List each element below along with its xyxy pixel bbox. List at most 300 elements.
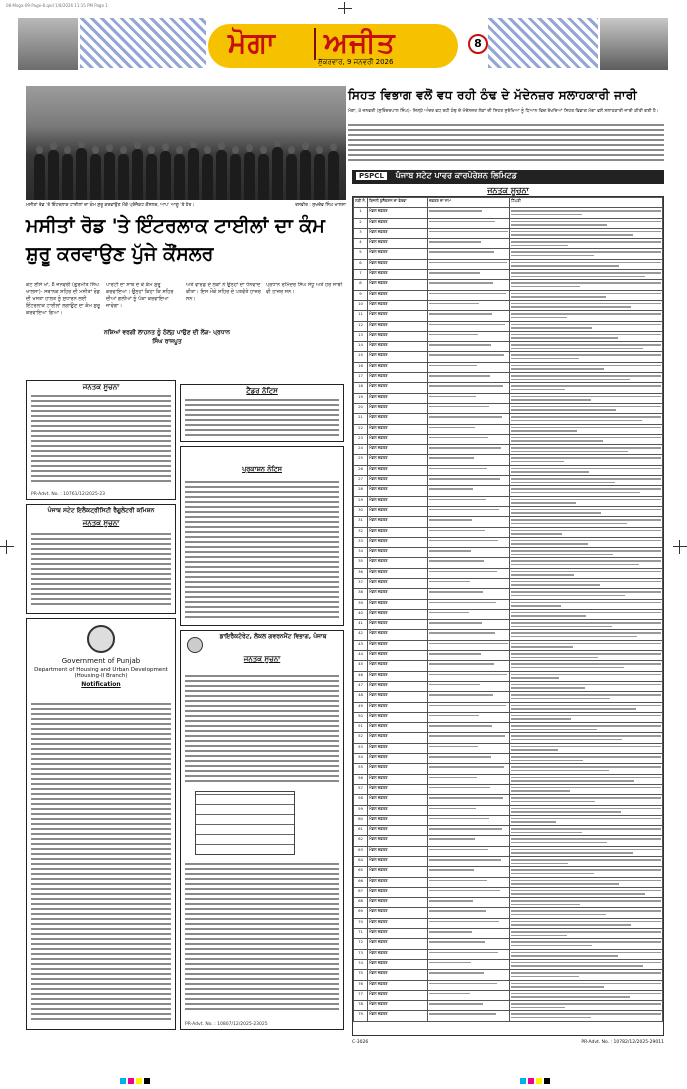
pspcl-row-office: ਮੰਡਲ ਦਫ਼ਤਰ <box>368 723 428 733</box>
pspcl-row-number: 66 <box>354 877 368 887</box>
pspcl-row-office: ਮੰਡਲ ਦਫ਼ਤਰ <box>368 702 428 712</box>
pspcl-table-row <box>354 455 663 465</box>
pspcl-row-office: ਮੰਡਲ ਦਫ਼ਤਰ <box>368 630 428 640</box>
pspcl-table-row <box>354 280 663 290</box>
masthead-divider <box>314 28 316 60</box>
government-title: Government of Punjab <box>61 657 141 665</box>
pspcl-row-remark <box>510 362 663 372</box>
pspcl-row-office: ਮੰਡਲ ਦਫ਼ਤਰ <box>368 445 428 455</box>
pspcl-row-office: ਮੰਡਲ ਦਫ਼ਤਰ <box>368 651 428 661</box>
pspcl-row-number: 27 <box>354 476 368 486</box>
pspcl-table-row <box>354 218 663 228</box>
pspcl-table-row <box>354 980 663 990</box>
pspcl-row-detail <box>428 599 510 609</box>
pspcl-row-remark <box>510 589 663 599</box>
pspcl-row-number: 1 <box>354 208 368 218</box>
pspcl-row-remark <box>510 1001 663 1011</box>
color-swatch <box>136 1078 142 1084</box>
pspcl-row-remark <box>510 290 663 300</box>
pspcl-row-office: ਮੰਡਲ ਦਫ਼ਤਰ <box>368 754 428 764</box>
pspcl-row-number: 51 <box>354 723 368 733</box>
pspcl-table-row <box>354 908 663 918</box>
pspcl-row-number: 62 <box>354 836 368 846</box>
pspcl-row-office: ਮੰਡਲ ਦਫ਼ਤਰ <box>368 980 428 990</box>
pspcl-row-remark <box>510 846 663 856</box>
pspcl-row-number: 19 <box>354 393 368 403</box>
pspcl-row-office: ਮੰਡਲ ਦਫ਼ਤਰ <box>368 620 428 630</box>
pspcl-table-row <box>354 1011 663 1021</box>
pspcl-row-remark <box>510 517 663 527</box>
pspcl-row-detail <box>428 887 510 897</box>
pspcl-row-office: ਮੰਡਲ ਦਫ਼ਤਰ <box>368 239 428 249</box>
pspcl-row-number: 33 <box>354 537 368 547</box>
pspcl-row-number: 35 <box>354 558 368 568</box>
pspcl-row-detail <box>428 733 510 743</box>
pspcl-row-number: 76 <box>354 980 368 990</box>
pspcl-row-remark <box>510 980 663 990</box>
pspcl-row-detail <box>428 455 510 465</box>
pspcl-row-office: ਮੰਡਲ ਦਫ਼ਤਰ <box>368 589 428 599</box>
pspcl-row-detail <box>428 373 510 383</box>
pspcl-row-remark <box>510 568 663 578</box>
pspcl-row-number: 57 <box>354 784 368 794</box>
pspcl-row-detail <box>428 1011 510 1021</box>
pspcl-row-detail <box>428 434 510 444</box>
pspcl-row-detail <box>428 980 510 990</box>
pspcl-table <box>352 196 664 1036</box>
pspcl-row-remark <box>510 434 663 444</box>
pspcl-table-row <box>354 403 663 413</box>
pspcl-row-office: ਮੰਡਲ ਦਫ਼ਤਰ <box>368 661 428 671</box>
pspcl-logo: PSPCL <box>356 172 387 180</box>
pspcl-row-remark <box>510 898 663 908</box>
pspcl-row-detail <box>428 826 510 836</box>
pspcl-row-remark <box>510 239 663 249</box>
pspcl-row-remark <box>510 774 663 784</box>
pspcl-row-remark <box>510 918 663 928</box>
government-notification-box <box>26 618 176 1030</box>
masthead-title <box>228 26 276 60</box>
pspcl-table-row <box>354 249 663 259</box>
electricity-notice-title: ਜਨਤਕ ਸੂਚਨਾ <box>82 519 120 527</box>
pspcl-row-office: ਮੰਡਲ ਦਫ਼ਤਰ <box>368 857 428 867</box>
pspcl-row-remark <box>510 651 663 661</box>
pspcl-row-remark <box>510 424 663 434</box>
pspcl-table-row <box>354 784 663 794</box>
directorate-notice-text-top <box>185 675 339 785</box>
pspcl-header-cell: ਬਿਜਲੀ ਕੁਨੈਕਸ਼ਨ ਦਾ ਵੇਰਵਾ <box>368 198 428 208</box>
pspcl-row-detail <box>428 918 510 928</box>
pspcl-row-remark <box>510 764 663 774</box>
pspcl-table-body <box>354 208 663 1021</box>
pspcl-row-detail <box>428 589 510 599</box>
public-notice-title: ਜਨਤਕ ਸੂਚਨਾ <box>82 383 120 391</box>
pspcl-row-remark <box>510 754 663 764</box>
pspcl-row-detail <box>428 424 510 434</box>
pspcl-row-detail <box>428 249 510 259</box>
pspcl-header-cell: ਲੜੀ ਨੰ. <box>354 198 368 208</box>
pspcl-row-office: ਮੰਡਲ ਦਫ਼ਤਰ <box>368 362 428 372</box>
pspcl-table-row <box>354 599 663 609</box>
pspcl-row-detail <box>428 836 510 846</box>
pspcl-row-number: 31 <box>354 517 368 527</box>
pspcl-table-row <box>354 774 663 784</box>
pspcl-table-row <box>354 898 663 908</box>
pspcl-row-remark <box>510 867 663 877</box>
pspcl-row-detail <box>428 702 510 712</box>
pspcl-row-number: 47 <box>354 681 368 691</box>
pspcl-row-remark <box>510 414 663 424</box>
pspcl-row-detail <box>428 218 510 228</box>
pspcl-row-detail <box>428 445 510 455</box>
pspcl-row-office: ਮੰਡਲ ਦਫ਼ਤਰ <box>368 352 428 362</box>
pspcl-row-detail <box>428 774 510 784</box>
pspcl-row-detail <box>428 527 510 537</box>
pspcl-row-remark <box>510 609 663 619</box>
pspcl-row-detail <box>428 496 510 506</box>
pspcl-row-number: 48 <box>354 692 368 702</box>
pspcl-row-number: 3 <box>354 228 368 238</box>
directorate-emblem <box>187 637 203 653</box>
pspcl-row-remark <box>510 208 663 218</box>
pspcl-table-row <box>354 949 663 959</box>
pspcl-row-number: 79 <box>354 1011 368 1021</box>
pspcl-table-row <box>354 671 663 681</box>
pspcl-row-remark <box>510 300 663 310</box>
pspcl-row-remark <box>510 1011 663 1021</box>
pspcl-row-remark <box>510 640 663 650</box>
pspcl-row-number: 64 <box>354 857 368 867</box>
pspcl-row-office: ਮੰਡਲ ਦਫ਼ਤਰ <box>368 877 428 887</box>
pspcl-row-remark <box>510 908 663 918</box>
pspcl-row-remark <box>510 887 663 897</box>
pspcl-table-row <box>354 434 663 444</box>
pspcl-row-remark <box>510 496 663 506</box>
pspcl-table-row <box>354 506 663 516</box>
pspcl-row-number: 6 <box>354 259 368 269</box>
pspcl-row-office: ਮੰਡਲ ਦਫ਼ਤਰ <box>368 259 428 269</box>
pspcl-row-office: ਮੰਡਲ ਦਫ਼ਤਰ <box>368 373 428 383</box>
publication-notice-box <box>180 446 344 626</box>
masthead-date: ਸ਼ੁੱਕਰਵਾਰ, 9 ਜਨਵਰੀ 2026 <box>318 58 394 66</box>
pspcl-row-office: ਮੰਡਲ ਦਫ਼ਤਰ <box>368 290 428 300</box>
tender-notice-box <box>180 384 344 442</box>
photo-caption-text: ਮਸੀਤਾਂ ਰੋਡ 'ਤੇ ਇੰਟਰਲਾਕ ਟਾਈਲਾਂ ਦਾ ਕੰਮ ਸ਼ੁਰੂ ਕਰਵਾਉਣ ਮੌਕੇ ਪ੍ਰੋਜੈਕਟ ਕੌਂਸਲਰ, ਆਪ' ਆਗੂ 'ਤੇ ਹੋਰ। <box>26 203 195 208</box>
pspcl-table-row <box>354 877 663 887</box>
pspcl-row-number: 39 <box>354 599 368 609</box>
pspcl-row-office: ਮੰਡਲ ਦਫ਼ਤਰ <box>368 403 428 413</box>
lead-headline: ਮਸੀਤਾਂ ਰੋਡ 'ਤੇ ਇੰਟਰਲਾਕ ਟਾਈਲਾਂ ਦਾ ਕੰਮ ਸ਼ੁਰੂ ਕਰਵਾਉਣ ਪੁੱਜੇ ਕੌਂਸਲਰ <box>26 215 325 265</box>
pspcl-row-remark <box>510 620 663 630</box>
pspcl-row-remark <box>510 723 663 733</box>
pspcl-row-detail <box>428 815 510 825</box>
photo-caption <box>26 202 346 208</box>
pspcl-row-remark <box>510 393 663 403</box>
pspcl-row-number: 34 <box>354 548 368 558</box>
government-notification-text <box>31 703 171 1023</box>
pspcl-row-office: ਮੰਡਲ ਦਫ਼ਤਰ <box>368 681 428 691</box>
pspcl-row-number: 9 <box>354 290 368 300</box>
pspcl-row-remark <box>510 826 663 836</box>
pspcl-row-office: ਮੰਡਲ ਦਫ਼ਤਰ <box>368 455 428 465</box>
pspcl-row-office: ਮੰਡਲ ਦਫ਼ਤਰ <box>368 383 428 393</box>
pspcl-row-detail <box>428 352 510 362</box>
pspcl-row-detail <box>428 939 510 949</box>
pspcl-table-row <box>354 517 663 527</box>
pspcl-row-office: ਮੰਡਲ ਦਫ਼ਤਰ <box>368 506 428 516</box>
pspcl-row-detail <box>428 743 510 753</box>
pspcl-row-detail <box>428 681 510 691</box>
pspcl-footer <box>352 1040 664 1045</box>
pspcl-row-remark <box>510 877 663 887</box>
pspcl-row-office: ਮੰਡਲ ਦਫ਼ਤਰ <box>368 887 428 897</box>
pspcl-table-row <box>354 228 663 238</box>
pspcl-row-number: 56 <box>354 774 368 784</box>
masthead-title-ajit-wrap <box>324 26 396 60</box>
pspcl-table-row <box>354 723 663 733</box>
pspcl-row-number: 67 <box>354 887 368 897</box>
pspcl-row-detail <box>428 290 510 300</box>
pspcl-row-office: ਮੰਡਲ ਦਫ਼ਤਰ <box>368 537 428 547</box>
pspcl-table-row <box>354 465 663 475</box>
pspcl-row-number: 63 <box>354 846 368 856</box>
pspcl-row-detail <box>428 476 510 486</box>
pspcl-row-number: 75 <box>354 970 368 980</box>
pspcl-row-detail <box>428 342 510 352</box>
pspcl-row-detail <box>428 517 510 527</box>
pspcl-row-office: ਮੰਡਲ ਦਫ਼ਤਰ <box>368 908 428 918</box>
pspcl-row-remark <box>510 929 663 939</box>
lead-body-col-4: ਪ੍ਰਧਾਨ ਰਮਿੰਦਰ ਸਿੰਘ ਸੰਧੂ ਅਤੇ ਹੋਰ ਸਾਥੀ ਵੀ ਹਾਜ਼ਰ ਸਨ। <box>266 282 343 295</box>
color-swatch <box>520 1078 526 1084</box>
pspcl-row-remark <box>510 578 663 588</box>
pspcl-row-office: ਮੰਡਲ ਦਫ਼ਤਰ <box>368 568 428 578</box>
pspcl-row-number: 52 <box>354 733 368 743</box>
pspcl-row-number: 18 <box>354 383 368 393</box>
pspcl-row-office: ਮੰਡਲ ਦਫ਼ਤਰ <box>368 795 428 805</box>
pspcl-row-number: 50 <box>354 712 368 722</box>
pspcl-row-detail <box>428 723 510 733</box>
public-notice-text <box>31 395 171 487</box>
pspcl-row-office: ਮੰਡਲ ਦਫ਼ਤਰ <box>368 898 428 908</box>
pspcl-table-row <box>354 445 663 455</box>
pspcl-row-office: ਮੰਡਲ ਦਫ਼ਤਰ <box>368 476 428 486</box>
pspcl-row-detail <box>428 990 510 1000</box>
pspcl-row-remark <box>510 939 663 949</box>
pspcl-row-detail <box>428 558 510 568</box>
pspcl-row-office: ਮੰਡਲ ਦਫ਼ਤਰ <box>368 949 428 959</box>
pspcl-row-remark <box>510 949 663 959</box>
pspcl-row-remark <box>510 455 663 465</box>
pspcl-row-office: ਮੰਡਲ ਦਫ਼ਤਰ <box>368 846 428 856</box>
pspcl-row-office: ਮੰਡਲ ਦਫ਼ਤਰ <box>368 826 428 836</box>
pspcl-table-row <box>354 414 663 424</box>
pspcl-row-detail <box>428 867 510 877</box>
pspcl-row-number: 4 <box>354 239 368 249</box>
lead-body-col-1: ਕੋਟ ਈਸੇ ਖਾਂ, 8 ਜਨਵਰੀ (ਗੁਰਮੀਤ ਸਿੰਘ ਖਾਲਸਾ)- ਸਥਾਨਕ ਸ਼ਹਿਰ ਦੀ ਮਸੀਤਾਂ ਰੋਡ ਦੀ ਖਸਤਾ ਹਾਲਤ ਨੂੰ ਸੁਧਾਰਨ ਲਈ ਇੰਟਰਲਾਕ ਟਾਈਲਾਂ ਲਗਾਉਣ ਦਾ ਕੰਮ ਸ਼ੁਰੂ ਕਰਵਾਇਆ ਗਿਆ। <box>26 282 100 316</box>
pspcl-row-remark <box>510 218 663 228</box>
pspcl-row-number: 11 <box>354 311 368 321</box>
pspcl-table-row <box>354 692 663 702</box>
pspcl-table-row <box>354 702 663 712</box>
pspcl-row-remark <box>510 259 663 269</box>
pspcl-table-row <box>354 1001 663 1011</box>
pspcl-row-remark <box>510 630 663 640</box>
pspcl-table-row <box>354 548 663 558</box>
pspcl-row-office: ਮੰਡਲ ਦਫ਼ਤਰ <box>368 1001 428 1011</box>
pspcl-row-detail <box>428 764 510 774</box>
pspcl-banner <box>352 170 664 184</box>
pspcl-table-row <box>354 805 663 815</box>
pspcl-row-number: 65 <box>354 867 368 877</box>
pspcl-row-office: ਮੰਡਲ ਦਫ਼ਤਰ <box>368 208 428 218</box>
government-emblem <box>87 625 115 653</box>
electricity-notice-text <box>31 533 171 611</box>
pspcl-row-office: ਮੰਡਲ ਦਫ਼ਤਰ <box>368 434 428 444</box>
pspcl-row-number: 69 <box>354 908 368 918</box>
pspcl-row-detail <box>428 784 510 794</box>
pspcl-footer-right: PR-Advt. No. : 10782/12/2025-29011 <box>581 1040 664 1045</box>
pspcl-row-remark <box>510 445 663 455</box>
pspcl-row-number: 8 <box>354 280 368 290</box>
pspcl-row-office: ਮੰਡਲ ਦਫ਼ਤਰ <box>368 733 428 743</box>
government-notification-label: Notification <box>81 681 121 688</box>
pspcl-row-office: ਮੰਡਲ ਦਫ਼ਤਰ <box>368 764 428 774</box>
pspcl-row-office: ਮੰਡਲ ਦਫ਼ਤਰ <box>368 815 428 825</box>
crop-mark-left <box>0 540 14 554</box>
government-branch: (Housing-II Branch) <box>74 673 128 679</box>
pspcl-row-number: 7 <box>354 270 368 280</box>
pspcl-row-detail <box>428 311 510 321</box>
pspcl-table-row <box>354 486 663 496</box>
pspcl-row-number: 25 <box>354 455 368 465</box>
pspcl-row-remark <box>510 805 663 815</box>
pspcl-table-row <box>354 681 663 691</box>
pspcl-row-remark <box>510 280 663 290</box>
pspcl-row-number: 37 <box>354 578 368 588</box>
pspcl-row-remark <box>510 373 663 383</box>
pspcl-row-detail <box>428 805 510 815</box>
pspcl-row-remark <box>510 959 663 969</box>
pspcl-row-office: ਮੰਡਲ ਦਫ਼ਤਰ <box>368 393 428 403</box>
pspcl-row-detail <box>428 486 510 496</box>
pspcl-row-number: 77 <box>354 990 368 1000</box>
pspcl-row-office: ਮੰਡਲ ਦਫ਼ਤਰ <box>368 1011 428 1021</box>
tender-notice-title: ਟੈਂਡਰ ਨੋਟਿਸ <box>246 387 278 395</box>
pspcl-row-remark <box>510 383 663 393</box>
masthead-title-ajit: ਅਜੀਤ <box>324 26 396 59</box>
pspcl-row-remark <box>510 712 663 722</box>
pspcl-table-row <box>354 424 663 434</box>
pspcl-table-row <box>354 826 663 836</box>
pspcl-row-detail <box>428 1001 510 1011</box>
pspcl-row-number: 30 <box>354 506 368 516</box>
pspcl-table-row <box>354 620 663 630</box>
pspcl-row-remark <box>510 486 663 496</box>
pspcl-row-detail <box>428 651 510 661</box>
pspcl-row-number: 44 <box>354 651 368 661</box>
pspcl-row-remark <box>510 784 663 794</box>
photo-credit: ਤਸਵੀਰ : ਸੁਖਦੇਵ ਸਿੰਘ ਖਾਲਸਾ <box>295 203 346 208</box>
pspcl-row-number: 49 <box>354 702 368 712</box>
pspcl-row-detail <box>428 506 510 516</box>
pspcl-row-remark <box>510 743 663 753</box>
pspcl-row-number: 70 <box>354 918 368 928</box>
pspcl-row-detail <box>428 208 510 218</box>
pspcl-table-row <box>354 836 663 846</box>
pspcl-row-detail <box>428 393 510 403</box>
pspcl-row-remark <box>510 692 663 702</box>
pspcl-table-row <box>354 331 663 341</box>
pspcl-row-office: ਮੰਡਲ ਦਫ਼ਤਰ <box>368 280 428 290</box>
pspcl-row-detail <box>428 671 510 681</box>
pspcl-row-office: ਮੰਡਲ ਦਫ਼ਤਰ <box>368 424 428 434</box>
pspcl-table-row <box>354 640 663 650</box>
pspcl-row-office: ਮੰਡਲ ਦਫ਼ਤਰ <box>368 959 428 969</box>
pspcl-row-detail <box>428 898 510 908</box>
pspcl-row-detail <box>428 661 510 671</box>
pspcl-row-remark <box>510 249 663 259</box>
public-notice-box <box>26 380 176 500</box>
pspcl-row-office: ਮੰਡਲ ਦਫ਼ਤਰ <box>368 558 428 568</box>
pspcl-row-remark <box>510 506 663 516</box>
pspcl-row-remark <box>510 671 663 681</box>
pspcl-row-number: 59 <box>354 805 368 815</box>
pspcl-row-office: ਮੰਡਲ ਦਫ਼ਤਰ <box>368 599 428 609</box>
tender-notice-text <box>185 399 339 439</box>
pspcl-row-number: 13 <box>354 331 368 341</box>
pspcl-row-detail <box>428 383 510 393</box>
pspcl-table-row <box>354 558 663 568</box>
pspcl-row-remark <box>510 403 663 413</box>
pspcl-row-detail <box>428 846 510 856</box>
pspcl-table-row <box>354 929 663 939</box>
pspcl-row-office: ਮੰਡਲ ਦਫ਼ਤਰ <box>368 712 428 722</box>
pspcl-table-row <box>354 795 663 805</box>
pspcl-table-row <box>354 311 663 321</box>
pspcl-row-remark <box>510 970 663 980</box>
pspcl-row-detail <box>428 609 510 619</box>
pspcl-row-remark <box>510 857 663 867</box>
directorate-notice-text-bottom <box>185 863 339 1013</box>
pspcl-row-remark <box>510 836 663 846</box>
pspcl-table-row <box>354 352 663 362</box>
electricity-board-name: ਪੰਜਾਬ ਸਟੇਟ ਇਲੈਕਟ੍ਰੀਸਿਟੀ ਰੈਗੂਲੇਟਰੀ ਕਮਿਸ਼ਨ <box>47 507 155 514</box>
health-body <box>348 108 664 164</box>
pspcl-row-remark <box>510 321 663 331</box>
pspcl-table-row <box>354 630 663 640</box>
pspcl-table-row <box>354 887 663 897</box>
color-swatch <box>536 1078 542 1084</box>
bottom-print-strip <box>0 1076 687 1089</box>
directorate-name: ਡਾਇਰੈਕਟੋਰੇਟ, ਲੋਕਲ ਗਵਰਨਮੈਂਟ ਵਿਭਾਗ, ਪੰਜਾਬ <box>219 633 327 640</box>
pspcl-row-remark <box>510 270 663 280</box>
pspcl-table-row <box>354 527 663 537</box>
pspcl-row-office: ਮੰਡਲ ਦਫ਼ਤਰ <box>368 300 428 310</box>
pspcl-row-number: 58 <box>354 795 368 805</box>
pspcl-row-number: 14 <box>354 342 368 352</box>
pspcl-row-number: 26 <box>354 465 368 475</box>
pspcl-row-number: 68 <box>354 898 368 908</box>
masthead-pattern-right <box>488 18 598 68</box>
pspcl-row-office: ਮੰਡਲ ਦਫ਼ਤਰ <box>368 342 428 352</box>
pspcl-row-detail <box>428 929 510 939</box>
pspcl-name: ਪੰਜਾਬ ਸਟੇਟ ਪਾਵਰ ਕਾਰਪੋਰੇਸ਼ਨ ਲਿਮਿਟਡ <box>395 171 517 180</box>
pspcl-row-office: ਮੰਡਲ ਦਫ਼ਤਰ <box>368 270 428 280</box>
pspcl-table-header <box>354 198 663 208</box>
pspcl-table-row <box>354 743 663 753</box>
pspcl-row-detail <box>428 712 510 722</box>
